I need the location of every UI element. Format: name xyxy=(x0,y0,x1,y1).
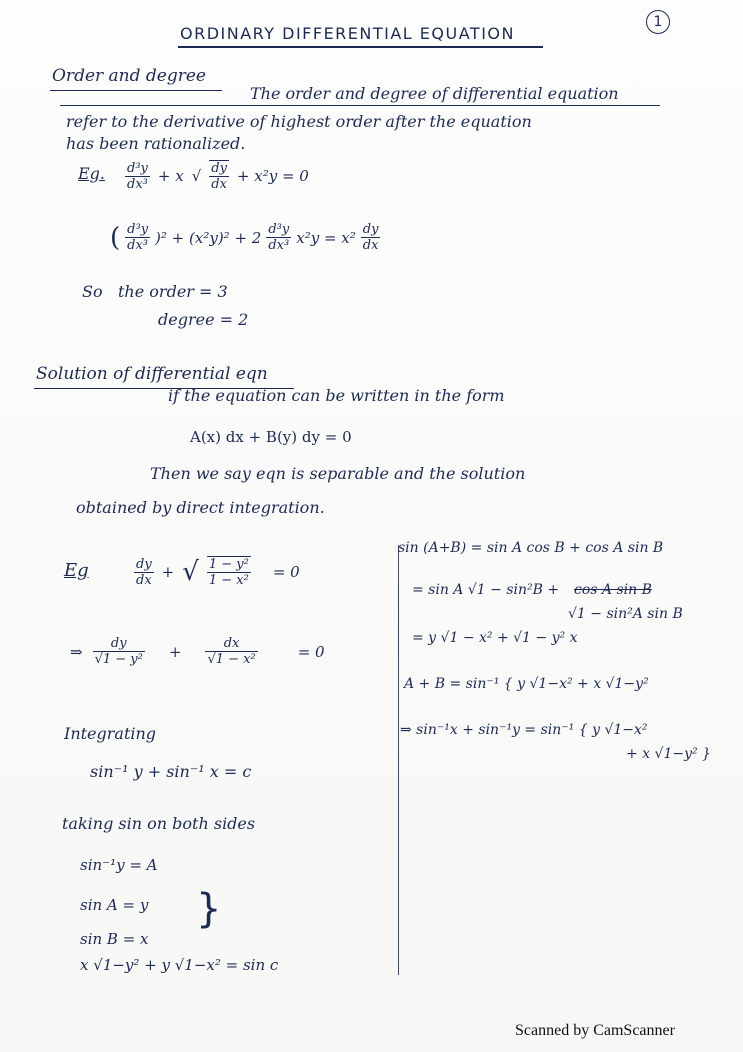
sqrt-symbol: √ xyxy=(182,557,199,587)
le2-f1-den: √1 − y² xyxy=(94,652,143,667)
eq2-f2-num: d³y xyxy=(268,222,290,237)
eq2-f3-den: dx xyxy=(362,238,379,253)
le2-eq: = 0 xyxy=(297,642,325,661)
order-degree-heading-underline xyxy=(50,90,222,91)
eq2-fraction-3 xyxy=(361,222,381,253)
integrating-label: Integrating xyxy=(64,724,157,743)
left-line-3: sin B = x xyxy=(80,930,149,948)
eq1-tail: + x²y = 0 xyxy=(236,167,309,185)
eq1-frac-num: d³y xyxy=(127,160,148,176)
right-line-2c: √1 − sin²A sin B xyxy=(568,606,683,622)
column-divider xyxy=(398,545,399,975)
le1-eq: = 0 xyxy=(272,563,300,581)
so-label: So xyxy=(82,282,103,301)
le1-sqrt-num: 1 − y² xyxy=(208,557,249,572)
left-line-1: sin⁻¹y = A xyxy=(80,856,158,874)
s1-rule xyxy=(60,105,660,106)
le2-fraction-2 xyxy=(205,636,257,667)
eq2-fraction-1 xyxy=(125,222,150,253)
example-equation-1 xyxy=(125,160,309,192)
s1-line3: has been rationalized. xyxy=(66,134,246,153)
s1-line1: The order and degree of differential equation xyxy=(250,84,619,103)
left-eq-1 xyxy=(134,556,300,588)
le1-fraction xyxy=(134,557,154,588)
order-line: the order = 3 xyxy=(118,282,228,301)
eq1-sqrt-fraction xyxy=(209,160,229,192)
right-line-3: = y √1 − x² + √1 − y² x xyxy=(412,630,578,646)
closing-brace: } xyxy=(196,886,222,932)
right-line-6: + x √1−y² } xyxy=(626,746,711,762)
eq1-sqrt-den: dx xyxy=(211,177,227,192)
eq2-f2-den: dx³ xyxy=(268,238,290,253)
taking-sin-line: taking sin on both sides xyxy=(62,814,256,833)
page-title: ORDINARY DIFFERENTIAL EQUATION xyxy=(180,24,515,43)
eq2-part-1: )² + (x²y)² + 2 xyxy=(155,228,262,247)
left-line-2: sin A = y xyxy=(80,896,149,914)
eg-label-1: Eg. xyxy=(78,164,106,183)
implies-arrow: ⇒ xyxy=(70,642,83,661)
s1-line2: refer to the derivative of highest order after the equation xyxy=(66,112,532,131)
eq1-frac-den: dx³ xyxy=(127,176,148,192)
le2-f1-num: dy xyxy=(110,636,127,651)
le1-num: dy xyxy=(136,556,152,572)
eq2-f3-num: dy xyxy=(362,222,379,237)
s2-line3: obtained by direct integration. xyxy=(76,498,325,517)
left-eq-2 xyxy=(70,636,325,667)
le1-sqrt-den: 1 − x² xyxy=(208,573,249,588)
title-underline xyxy=(178,46,543,48)
right-line-4: A + B = sin⁻¹ { y √1−x² + x √1−y² xyxy=(404,676,649,692)
struck-text: cos A sin B xyxy=(574,582,652,598)
integral-equation: sin⁻¹ y + sin⁻¹ x = c xyxy=(90,762,252,781)
eq1-fraction xyxy=(125,161,150,192)
le2-f2-num: dx xyxy=(223,636,240,651)
right-line-2a: = sin A √1 − sin²B + xyxy=(412,582,560,598)
le1-plus: + xyxy=(161,563,175,581)
s2-line1: if the equation can be written in the form xyxy=(168,386,505,405)
eq2-f1-den: dx³ xyxy=(127,238,149,253)
right-line-5: ⇒ sin⁻¹x + sin⁻¹y = sin⁻¹ { y √1−x² xyxy=(400,722,648,738)
scanner-watermark: Scanned by CamScanner xyxy=(515,1022,675,1039)
eq1-mid: + x xyxy=(157,167,184,185)
sqrt-symbol: √ xyxy=(191,167,202,185)
eq2-f1-num: d³y xyxy=(127,222,149,237)
degree-line: degree = 2 xyxy=(158,310,249,329)
eq2-part-2: x²y = x² xyxy=(296,228,356,247)
page-number: 1 xyxy=(646,10,670,34)
order-degree-heading: Order and degree xyxy=(52,66,206,86)
le2-f2-den: √1 − x² xyxy=(207,652,256,667)
eg-label-2: Eg xyxy=(64,560,89,581)
eq1-sqrt-num: dy xyxy=(211,161,227,176)
left-line-4: x √1−y² + y √1−x² = sin c xyxy=(80,956,279,974)
le1-sqrt-fraction xyxy=(207,556,251,588)
solution-heading: Solution of differential eqn xyxy=(36,364,268,384)
example-equation-2: ( $\frac{\text{d³y}}{\text{dx³}}$ )² + (x²y)² + 2 $\frac{\text{d³y}}{\text{dx³}}$ x²y = x² $\frac{dy}{dx}$ xyxy=(110,222,379,253)
le2-plus: + xyxy=(168,642,182,661)
s2-line2: Then we say eqn is separable and the solution xyxy=(150,464,526,483)
le1-den: dx xyxy=(136,572,152,588)
right-line-1: sin (A+B) = sin A cos B + cos A sin B xyxy=(398,540,664,556)
eq2-fraction-2 xyxy=(266,222,291,253)
le2-fraction-1 xyxy=(93,636,145,667)
separable-form: A(x) dx + B(y) dy = 0 xyxy=(190,428,352,446)
